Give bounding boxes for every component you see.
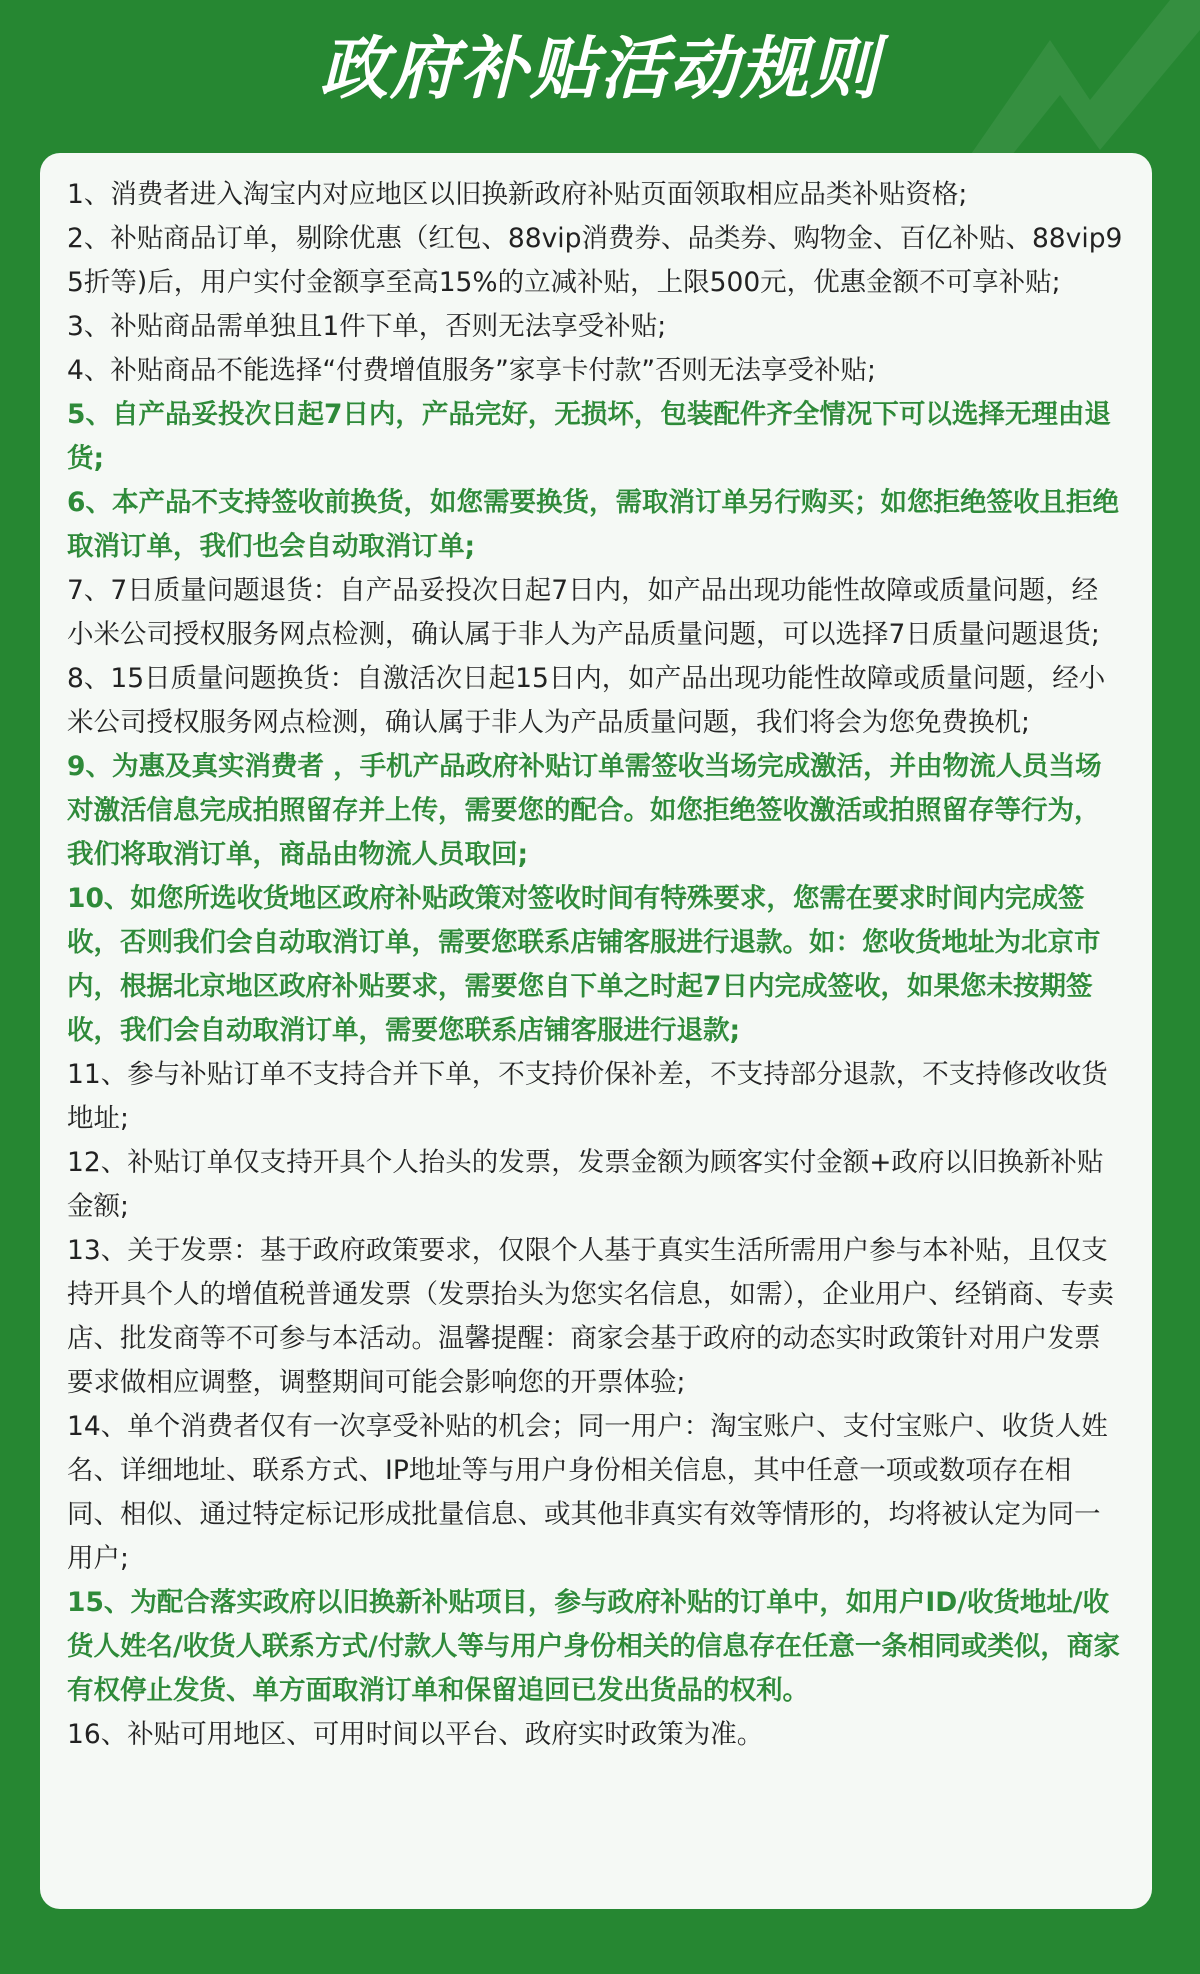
rule-item: 11、参与补贴订单不支持合并下单，不支持价保补差，不支持部分退款，不支持修改收货地址; [67, 1059, 1108, 1134]
rule-item: 4、补贴商品不能选择“付费增值服务”家享卡付款”否则无法享受补贴; [67, 355, 876, 386]
rule-item: 15、为配合落实政府以旧换新补贴项目，参与政府补贴的订单中，如用户ID/收货地址/收货人姓名/收货人联系方式/付款人等与用户身份相关的信息存在任意一条相同或类似，商家有权停止发货、单方面取消订单和保留追回已发出货品的权利。 [67, 1587, 1120, 1706]
rule-item: 7、7日质量问题退货：自产品妥投次日起7日内，如产品出现功能性故障或质量问题，经小米公司授权服务网点检测，确认属于非人为产品质量问题，可以选择7日质量问题退货; [67, 575, 1100, 650]
rule-item: 6、本产品不支持签收前换货，如您需要换货，需取消订单另行购买；如您拒绝签收且拒绝取消订单，我们也会自动取消订单; [67, 487, 1119, 562]
page-title: 政府补贴活动规则 [319, 30, 880, 109]
rule-item: 8、15日质量问题换货：自激活次日起15日内，如产品出现功能性故障或质量问题，经小米公司授权服务网点检测，确认属于非人为产品质量问题，我们将会为您免费换机; [67, 663, 1106, 738]
rule-item: 1、消费者进入淘宝内对应地区以旧换新政府补贴页面领取相应品类补贴资格; [67, 179, 968, 210]
rule-item: 5、自产品妥投次日起7日内，产品完好，无损坏，包装配件齐全情况下可以选择无理由退货; [67, 399, 1111, 474]
rule-item: 13、关于发票：基于政府政策要求，仅限个人基于真实生活所需用户参与本补贴，且仅支持开具个人的增值税普通发票（发票抬头为您实名信息，如需），企业用户、经销商、专卖店、批发商等不可参与本活动。温馨提醒：商家会基于政府的动态实时政策针对用户发票要求做相应调整，调整期间可能会影响您的开票体验; [67, 1235, 1114, 1398]
rule-item: 12、补贴订单仅支持开具个人抬头的发票，发票金额为顾客实付金额+政府以旧换新补贴金额; [67, 1147, 1104, 1222]
rule-item: 14、单个消费者仅有一次享受补贴的机会；同一用户：淘宝账户、支付宝账户、收货人姓名、详细地址、联系方式、IP地址等与用户身份相关信息，其中任意一项或数项存在相同、相似、通过特定标记形成批量信息、或其他非真实有效等情形的，均将被认定为同一用户; [67, 1411, 1108, 1574]
rules-card [40, 153, 1152, 1909]
rule-item: 2、补贴商品订单，剔除优惠（红包、88vip消费券、品类券、购物金、百亿补贴、88vip95折等)后，用户实付金额享至高15%的立减补贴，上限500元，优惠金额不可享补贴; [67, 223, 1123, 298]
rule-item: 10、如您所选收货地区政府补贴政策对签收时间有特殊要求，您需在要求时间内完成签收，否则我们会自动取消订单，需要您联系店铺客服进行退款。如：您收货地址为北京市内，根据北京地区政府补贴要求，需要您自下单之时起7日内完成签收，如果您未按期签收，我们会自动取消订单，需要您联系店铺客服进行退款; [67, 883, 1101, 1046]
rule-item: 3、补贴商品需单独且1件下单，否则无法享受补贴; [67, 311, 667, 342]
rule-item: 9、为惠及真实消费者 ，手机产品政府补贴订单需签收当场完成激活，并由物流人员当场对激活信息完成拍照留存并上传，需要您的配合。如您拒绝签收激活或拍照留存等行为，我们将取消订单，商品由物流人员取回; [67, 751, 1102, 870]
rule-item: 16、补贴可用地区、可用时间以平台、政府实时政策为准。 [67, 1719, 764, 1750]
